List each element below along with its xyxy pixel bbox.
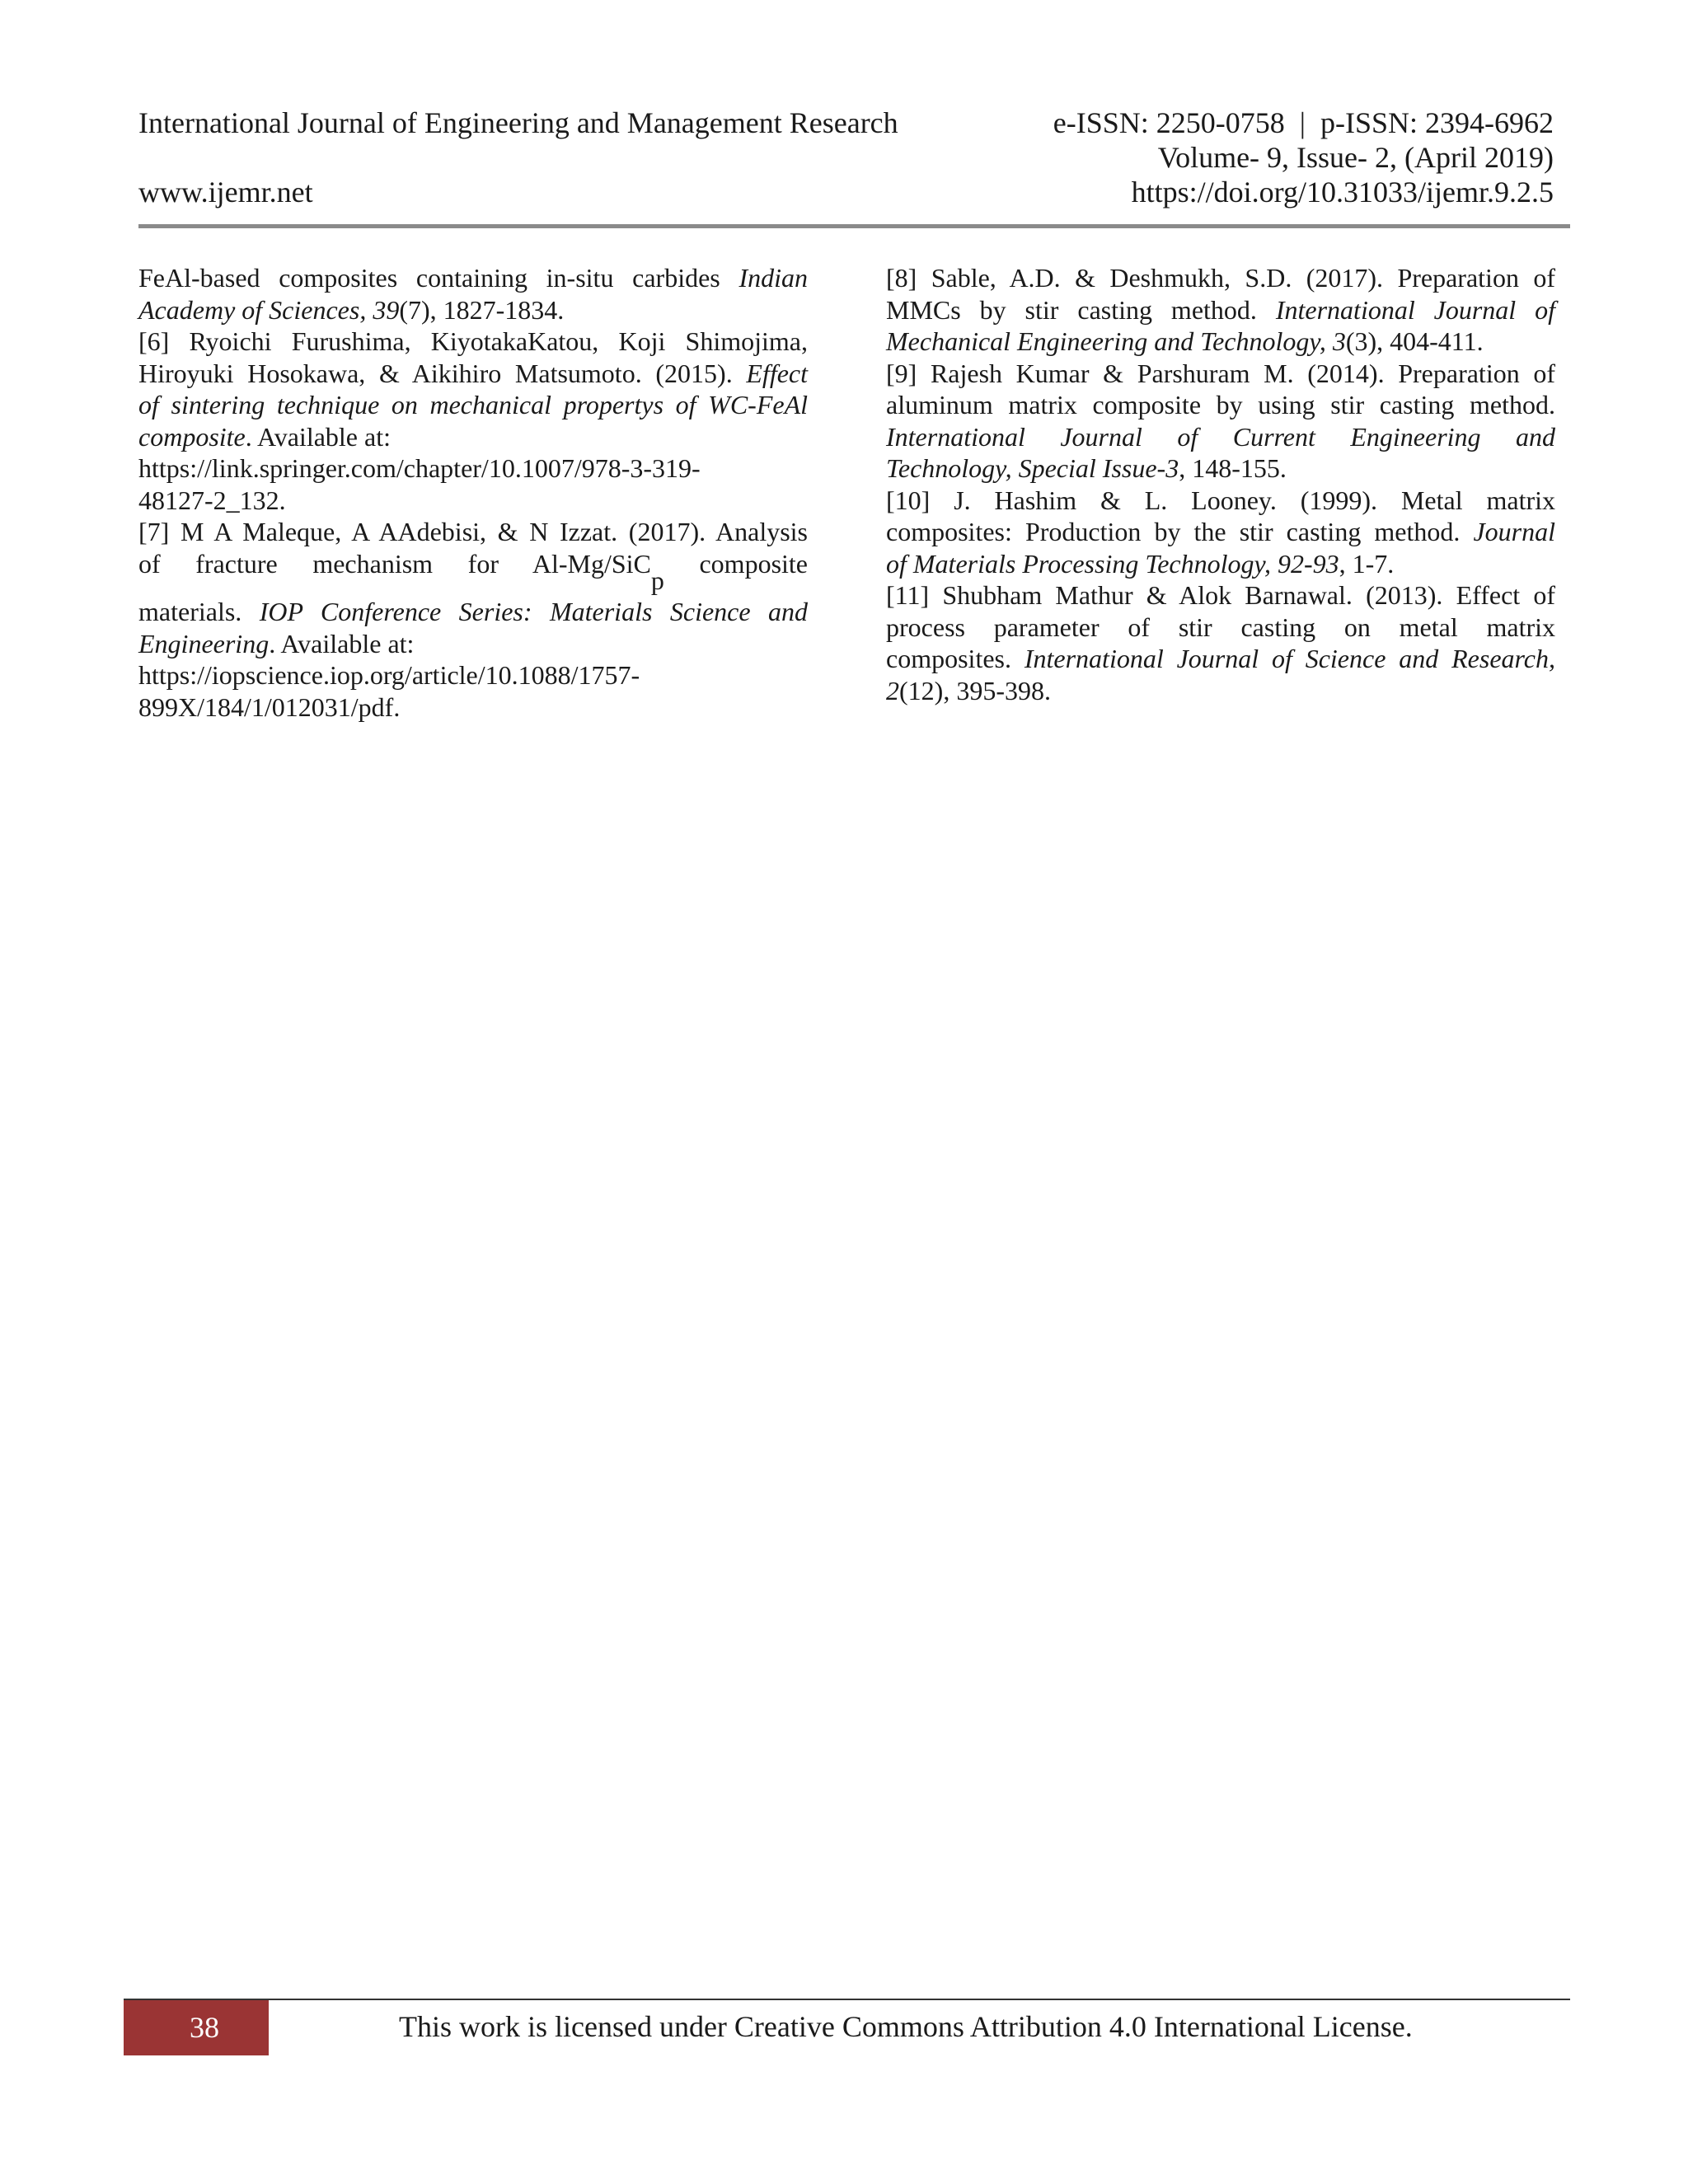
ref-source: International Journal of Science and Research, [1024, 644, 1556, 673]
ref-text: MMCs by stir casting method. [886, 294, 1276, 325]
reference-6 [138, 326, 808, 516]
reference-line [138, 628, 808, 660]
ref-source: Journal [1473, 517, 1555, 546]
reference-line: [11] Shubham Mathur & Alok Barnawal. (2013). Effect of [886, 580, 1555, 610]
reference-line [138, 596, 808, 628]
left-column [138, 262, 808, 723]
reference-8 [886, 262, 1555, 358]
reference-line: [8] Sable, A.D. & Deshmukh, S.D. (2017). Preparation of [886, 263, 1555, 293]
reference-11 [886, 579, 1555, 706]
ref-source: International Journal of [1275, 294, 1556, 325]
reference-7 [138, 516, 808, 723]
ref-text: composites: Production by the stir casting method. [886, 517, 1474, 546]
right-column [886, 262, 1555, 706]
subscript-p: p [650, 565, 664, 595]
ref-text: Hiroyuki Hosokawa, & Aikihiro Matsumoto. (2015). [138, 358, 747, 388]
license-notice: This work is licensed under Creative Commons Attribution 4.0 International License. [399, 2010, 1413, 2043]
ref-title: Effect [746, 358, 808, 388]
reference-url[interactable]: 48127-2_132. [138, 485, 286, 515]
reference-line [138, 548, 808, 597]
ref-text: (3), 404-411. [1345, 326, 1484, 356]
ref-title: composite [138, 421, 246, 452]
ref-text: (7), 1827-1834. [399, 294, 565, 325]
ref-text: , 148-155. [1179, 453, 1287, 483]
reference-line: aluminum matrix composite by using stir casting method. [886, 390, 1555, 419]
reference-line [886, 326, 1555, 358]
reference-line: process parameter of stir casting on metal matrix [886, 612, 1555, 642]
reference-line [886, 516, 1555, 548]
issn-line: e-ISSN: 2250-0758 | p-ISSN: 2394-6962 [1053, 106, 1554, 139]
page-number: 38 [124, 2000, 269, 2055]
ref-text: composite [663, 548, 809, 579]
reference-line [138, 358, 808, 390]
ref-text: . Available at: [269, 628, 415, 658]
footer-divider [124, 1999, 1570, 2000]
reference-line [138, 294, 808, 326]
reference-line: [9] Rajesh Kumar & Parshuram M. (2014). Preparation of [886, 358, 1555, 388]
ref-text: of fracture mechanism for Al-Mg/SiC [138, 548, 651, 579]
reference-line [886, 548, 1555, 580]
reference-9 [886, 358, 1555, 485]
reference-url[interactable]: https://iopscience.iop.org/article/10.1088/1757- [138, 660, 640, 690]
ref-source: Academy of Sciences, 39 [138, 294, 400, 325]
reference-line [886, 294, 1555, 326]
ref-text: , 1-7. [1339, 548, 1395, 579]
reference-line: of sintering technique on mechanical propertys of WC-FeAl [138, 390, 808, 419]
reference-10 [886, 485, 1555, 580]
ref-text: . Available at: [245, 421, 391, 452]
reference-line [886, 675, 1555, 707]
ref-source: IOP Conference Series: Materials Science and [259, 597, 809, 626]
ref-source: Technology, Special Issue-3 [886, 453, 1179, 483]
reference-line [138, 262, 808, 294]
reference-line [138, 421, 808, 453]
volume-issue: Volume- 9, Issue- 2, (April 2019) [1157, 141, 1554, 174]
reference-url[interactable]: https://link.springer.com/chapter/10.1007/978-3-319- [138, 453, 701, 483]
ref-source: Mechanical Engineering and Technology, 3 [886, 326, 1346, 356]
ref-source: Engineering [138, 628, 270, 658]
reference-5-continued [138, 262, 808, 326]
reference-line [886, 643, 1555, 675]
journal-website-link[interactable]: www.ijemr.net [138, 176, 313, 209]
reference-line: [10] J. Hashim & L. Looney. (1999). Metal matrix [886, 485, 1555, 515]
journal-name: International Journal of Engineering and Management Research [138, 106, 898, 139]
doi-link[interactable]: https://doi.org/10.31033/ijemr.9.2.5 [1131, 176, 1554, 209]
reference-url[interactable]: 899X/184/1/012031/pdf. [138, 691, 401, 722]
ref-text: FeAl-based composites containing in-situ carbides [138, 263, 739, 293]
reference-line: International Journal of Current Engineering and [886, 421, 1555, 452]
ref-source: 2 [886, 675, 899, 705]
reference-line: [6] Ryoichi Furushima, KiyotakaKatou, Koji Shimojima, [138, 326, 808, 356]
header-divider [138, 224, 1570, 228]
ref-text: composites. [886, 644, 1025, 673]
ref-text: (12), 395-398. [899, 675, 1051, 705]
ref-source: Indian [738, 263, 808, 293]
ref-source: of Materials Processing Technology, 92-93 [886, 548, 1339, 579]
ref-text: materials. [138, 597, 260, 626]
reference-line [886, 452, 1555, 485]
running-header [138, 105, 1554, 209]
reference-line: [7] M A Maleque, A AAdebisi, & N Izzat. (2017). Analysis [138, 517, 808, 546]
